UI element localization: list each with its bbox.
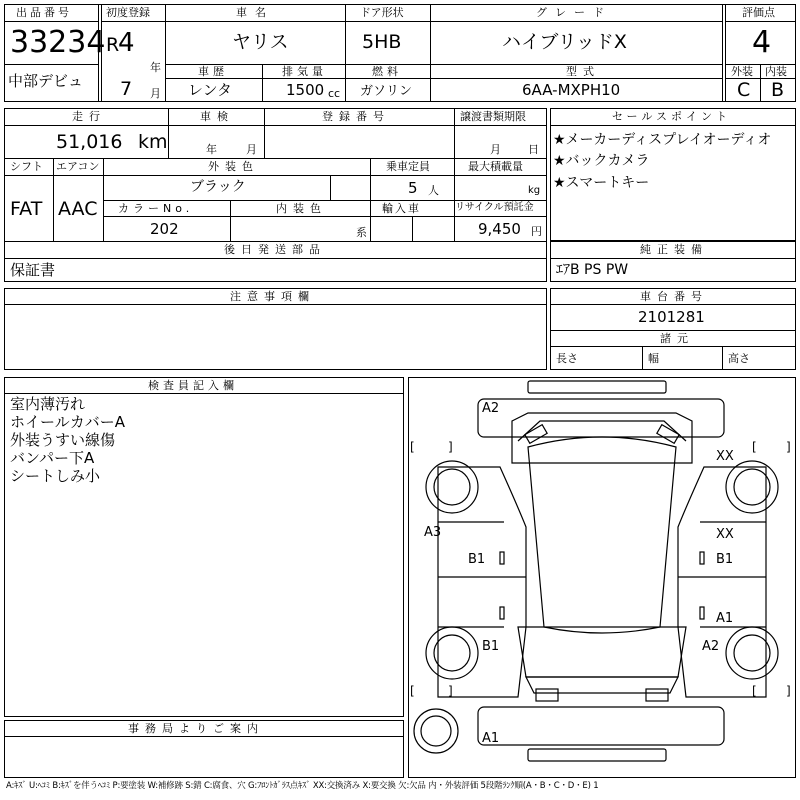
car-name-label: 車名 (236, 6, 274, 19)
mark-right-rear-door: A1 (716, 611, 734, 626)
transfer-day-unit: 日 (528, 143, 539, 156)
svg-text:[: [ (752, 440, 757, 454)
chassis-label: 車台番号 (640, 290, 708, 303)
mileage: 51,016 (56, 131, 123, 153)
month-unit: 月 (150, 87, 161, 100)
capacity: 5 (408, 179, 418, 197)
svg-text:]: ] (448, 440, 453, 454)
mileage-label: 走行 (72, 110, 106, 123)
recycle-unit: 円 (531, 225, 542, 238)
color-no: 202 (150, 220, 179, 238)
mark-left-front-fender: A3 (424, 525, 442, 540)
sales-point-item: ★バックカメラ (553, 153, 650, 169)
equipment-value: ｴｱB PS PW (556, 262, 629, 278)
interior-color-unit: 系 (356, 226, 367, 239)
width-label: 幅 (648, 352, 659, 365)
lot-number: 33234 (10, 25, 106, 60)
recycle-label: リサイクル預託金 (455, 202, 534, 213)
transfer-label: 譲渡書類期限 (460, 110, 526, 123)
plate-label: 登録番号 (322, 110, 390, 123)
mark-left-front-door: B1 (468, 552, 486, 567)
car-diagram (408, 377, 796, 778)
notes-label: 注意事項欄 (230, 290, 315, 303)
car-name: ヤリス (232, 31, 289, 53)
history-label: 車歴 (198, 65, 228, 78)
svg-text:[: [ (410, 684, 415, 698)
mark-front-right-wheel: XX (716, 449, 734, 464)
score-label: 評価点 (742, 6, 775, 19)
dims-label: 諸元 (660, 332, 694, 345)
color: ブラック (190, 179, 246, 195)
recycle-amount: 9,450 (478, 220, 521, 238)
reg-year: 4 (118, 28, 135, 58)
model-label: 型式 (566, 65, 600, 78)
mark-right-rear-wheel: A2 (702, 639, 720, 654)
height-label: 高さ (728, 352, 750, 365)
displacement-unit: cc (328, 87, 341, 100)
svg-text:[: [ (752, 684, 757, 698)
capacity-label: 乗車定員 (386, 160, 430, 173)
door-label: ドア形状 (360, 6, 404, 19)
color-no-label: カラーNo. (118, 202, 194, 215)
mark-right-front-door: B1 (716, 552, 734, 567)
chassis-number: 2101281 (638, 308, 705, 326)
mileage-unit: km (138, 131, 168, 153)
svg-text:]: ] (448, 684, 453, 698)
first-reg-label: 初度登録 (106, 6, 150, 19)
lot-label: 出品番号 (16, 6, 72, 19)
era: R (106, 34, 120, 56)
import-label: 輸入車 (382, 202, 421, 215)
auction-site: 中部デビュ (8, 72, 84, 90)
history: レンタ (188, 81, 233, 99)
inspection-year-unit: 年 (206, 143, 217, 156)
office-label: 事務局よりご案内 (128, 722, 264, 735)
door-type: 5HB (362, 31, 402, 53)
mark-right-front-door-wheel: XX (716, 527, 734, 542)
mark-rear-bumper: A1 (482, 731, 500, 746)
grade: ハイブリッドX (502, 31, 627, 53)
score: 4 (752, 25, 772, 60)
transfer-month-unit: 月 (490, 143, 501, 156)
fuel-label: 燃料 (372, 65, 402, 78)
inspector-line: シートしみ小 (10, 467, 101, 485)
mark-left-rear: B1 (482, 639, 500, 654)
year-unit: 年 (150, 61, 161, 74)
ac: AAC (58, 198, 98, 220)
equipment-label: 純正装備 (640, 243, 708, 256)
inspector-line: 外装うすい線傷 (10, 431, 116, 449)
fuel: ガソリン (360, 84, 413, 99)
capacity-unit: 人 (428, 184, 439, 197)
inspector-line: バンパー下A (10, 449, 95, 467)
interior-color-label: 内装色 (276, 202, 327, 215)
interior-label: 内装 (765, 65, 787, 78)
inspection-label: 車検 (200, 110, 234, 123)
post-parts: 保証書 (10, 261, 56, 279)
post-parts-label: 後日発送部品 (224, 243, 326, 256)
sales-points-label: セールスポイント (612, 110, 732, 123)
inspector-label: 検査員記入欄 (148, 379, 238, 392)
sales-point-item: ★メーカーディスプレイオーディオ (553, 132, 772, 148)
sales-point-item: ★スマートキー (553, 175, 650, 191)
inspector-line: ホイールカバーA (10, 413, 125, 431)
model: 6AA-MXPH10 (522, 81, 621, 99)
exterior-grade: C (737, 79, 751, 101)
load-label: 最大積載量 (468, 160, 523, 173)
inspector-line: 室内薄汚れ (10, 395, 86, 413)
svg-text:]: ] (786, 684, 791, 698)
color-label: 外装色 (208, 160, 259, 173)
mark-front-bumper: A2 (482, 401, 500, 416)
shift: FAT (10, 198, 43, 220)
grade-label: グレード (536, 6, 612, 19)
interior-grade: B (771, 79, 785, 101)
svg-text:[: [ (410, 440, 415, 454)
exterior-label: 外装 (731, 65, 753, 78)
length-label: 長さ (556, 352, 578, 365)
legend: A:ｷｽﾞ U:ﾍｺﾐ B:ｷｽﾞを伴うﾍｺﾐ P:要塗装 W:補修跡 S:錆 C:腐食、穴 G:ﾌﾛﾝﾄｶﾞﾗｽ点ｷｽﾞ XX:交換済み X:要交換 欠:欠品 内・外装評価 5段階ﾗﾝｸ順(A・B・C・D・E) 1 (6, 781, 599, 791)
shift-label: シフト (10, 160, 43, 173)
ac-label: エアコン (56, 160, 100, 173)
svg-text:]: ] (786, 440, 791, 454)
displacement: 1500 (286, 81, 325, 99)
inspection-month-unit: 月 (246, 143, 257, 156)
displacement-label: 排気量 (282, 65, 327, 78)
load-unit: kg (528, 185, 541, 196)
reg-month: 7 (120, 78, 133, 100)
